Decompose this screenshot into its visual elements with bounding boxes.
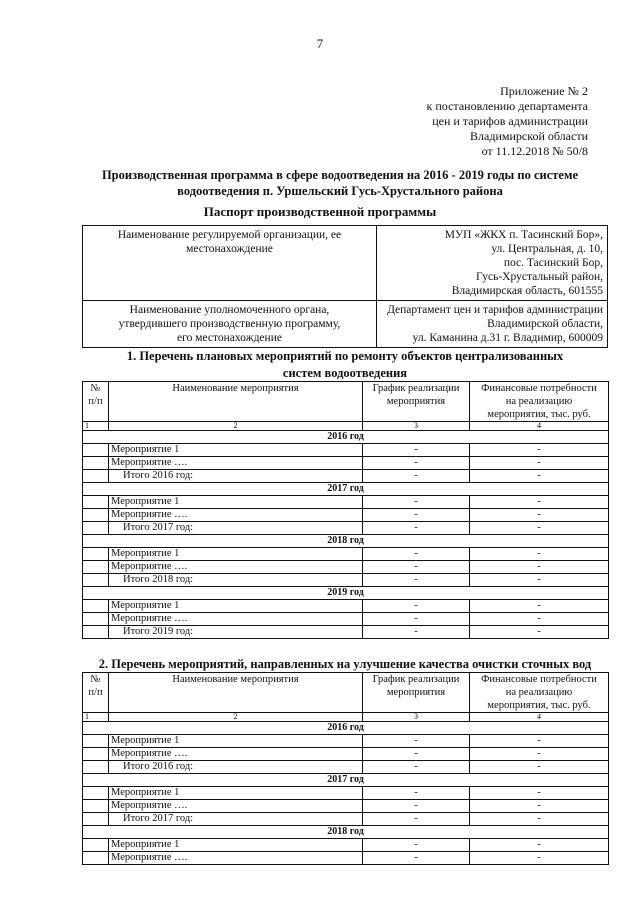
section1-title	[82, 348, 608, 382]
row-number-cell	[83, 457, 109, 470]
year-cell: 2017 год	[83, 483, 609, 496]
header-cell-schedule	[363, 673, 470, 713]
activity-name-cell: Мероприятие ….	[109, 561, 363, 574]
schedule-cell: -	[363, 626, 470, 639]
column-number-cell: 1	[83, 713, 109, 722]
financing-cell: -	[470, 839, 609, 852]
activity-name-cell: Мероприятие ….	[109, 800, 363, 813]
schedule-cell: -	[363, 600, 470, 613]
row-number-cell	[83, 761, 109, 774]
text-line: Гусь-Хрустальный район,	[476, 271, 603, 283]
activity-name-cell: Мероприятие 1	[109, 787, 363, 800]
financing-cell: -	[470, 470, 609, 483]
header-cell-name: Наименование мероприятия	[109, 673, 363, 713]
total-label-cell: Итого 2018 год:	[109, 574, 363, 587]
passport-value	[377, 226, 608, 301]
table-row	[83, 457, 609, 470]
financing-cell: -	[470, 509, 609, 522]
financing-cell: -	[470, 600, 609, 613]
text-line: его местонахождение	[177, 332, 282, 344]
text-line: Финансовые потребности	[481, 383, 597, 394]
table-row	[83, 561, 609, 574]
financing-cell: -	[470, 852, 609, 865]
text-line: местонахождение	[186, 243, 273, 255]
total-label-cell: Итого 2016 год:	[109, 761, 363, 774]
year-cell: 2018 год	[83, 826, 609, 839]
text-line: МУП «ЖКХ п. Тасинский Бор»,	[444, 229, 603, 241]
financing-cell: -	[470, 748, 609, 761]
table-row	[83, 800, 609, 813]
row-number-cell	[83, 509, 109, 522]
text-line: п/п	[88, 396, 103, 407]
text-line: п/п	[88, 687, 103, 698]
activity-name-cell: Мероприятие 1	[109, 548, 363, 561]
row-number-cell	[83, 522, 109, 535]
row-number-cell	[83, 548, 109, 561]
text-line: Финансовые потребности	[481, 674, 597, 685]
passport-row-organization	[83, 226, 608, 301]
text-line: на реализацию	[505, 396, 573, 407]
activity-name-cell: Мероприятие 1	[109, 600, 363, 613]
header-cell-number	[83, 673, 109, 713]
financing-cell: -	[470, 574, 609, 587]
row-number-cell	[83, 813, 109, 826]
year-row	[83, 483, 609, 496]
financing-cell: -	[470, 496, 609, 509]
total-row	[83, 522, 609, 535]
table-row	[83, 839, 609, 852]
text-line: мероприятия, тыс. руб.	[487, 700, 591, 711]
schedule-cell: -	[363, 574, 470, 587]
schedule-cell: -	[363, 852, 470, 865]
text-line: Владимирская область, 601555	[451, 285, 603, 297]
appendix-line: от 11.12.2018 № 50/8	[481, 144, 588, 158]
column-number-cell: 4	[470, 713, 609, 722]
text-line: ул. Каманина д.31 г. Владимир, 600009	[412, 332, 603, 344]
financing-cell: -	[470, 548, 609, 561]
year-row	[83, 535, 609, 548]
activity-name-cell: Мероприятие ….	[109, 748, 363, 761]
table-row	[83, 613, 609, 626]
activity-name-cell: Мероприятие 1	[109, 839, 363, 852]
schedule-cell: -	[363, 457, 470, 470]
schedule-cell: -	[363, 444, 470, 457]
column-number-cell: 2	[109, 422, 363, 431]
section1-table	[82, 381, 609, 639]
row-number-cell	[83, 470, 109, 483]
appendix-block	[368, 84, 588, 159]
title-line: 1. Перечень плановых мероприятий по ремонту объектов централизованных	[126, 349, 564, 363]
header-cell-schedule	[363, 382, 470, 422]
schedule-cell: -	[363, 561, 470, 574]
section2-table	[82, 672, 609, 865]
table-row	[83, 600, 609, 613]
total-row	[83, 574, 609, 587]
schedule-cell: -	[363, 522, 470, 535]
text-line: Наименование регулируемой организации, ее	[117, 229, 342, 241]
total-row	[83, 626, 609, 639]
text-line: на реализацию	[505, 687, 573, 698]
header-cell-number	[83, 382, 109, 422]
schedule-cell: -	[363, 787, 470, 800]
schedule-cell: -	[363, 813, 470, 826]
schedule-cell: -	[363, 748, 470, 761]
activity-name-cell: Мероприятие 1	[109, 735, 363, 748]
year-row	[83, 774, 609, 787]
schedule-cell: -	[363, 496, 470, 509]
schedule-cell: -	[363, 613, 470, 626]
document-title	[80, 167, 600, 199]
column-number-cell: 1	[83, 422, 109, 431]
year-cell: 2018 год	[83, 535, 609, 548]
row-number-cell	[83, 561, 109, 574]
total-label-cell: Итого 2019 год:	[109, 626, 363, 639]
text-line: Департамент цен и тарифов администрации	[387, 304, 603, 316]
row-number-cell	[83, 748, 109, 761]
financing-cell: -	[470, 457, 609, 470]
financing-cell: -	[470, 735, 609, 748]
header-cell-financing	[470, 382, 609, 422]
row-number-cell	[83, 444, 109, 457]
row-number-cell	[83, 800, 109, 813]
text-line: мероприятия	[386, 687, 446, 698]
text-line: утвердившего производственную программу,	[118, 318, 341, 330]
text-line: №	[90, 674, 101, 685]
table-row	[83, 748, 609, 761]
text-line: Владимирской области,	[487, 318, 603, 330]
column-number-cell: 3	[363, 713, 470, 722]
column-number-cell: 3	[363, 422, 470, 431]
table-row	[83, 787, 609, 800]
section2-title: 2. Перечень мероприятий, направленных на улучшение качества очистки сточных вод	[98, 657, 592, 671]
schedule-cell: -	[363, 509, 470, 522]
activity-name-cell: Мероприятие ….	[109, 457, 363, 470]
row-number-cell	[83, 600, 109, 613]
financing-cell: -	[470, 761, 609, 774]
row-number-cell	[83, 574, 109, 587]
page-number: 7	[316, 36, 324, 51]
table-row	[83, 509, 609, 522]
year-row	[83, 431, 609, 444]
financing-cell: -	[470, 613, 609, 626]
passport-table	[82, 225, 608, 348]
passport-value	[377, 301, 608, 348]
year-cell: 2016 год	[83, 722, 609, 735]
schedule-cell: -	[363, 839, 470, 852]
total-label-cell: Итого 2017 год:	[109, 522, 363, 535]
total-row	[83, 813, 609, 826]
financing-cell: -	[470, 813, 609, 826]
table-row	[83, 548, 609, 561]
title-line: систем водоотведения	[282, 366, 408, 380]
activity-name-cell: Мероприятие 1	[109, 444, 363, 457]
table-row	[83, 735, 609, 748]
table-row	[83, 852, 609, 865]
activity-name-cell: Мероприятие ….	[109, 613, 363, 626]
financing-cell: -	[470, 787, 609, 800]
financing-cell: -	[470, 444, 609, 457]
column-numbers-row	[83, 422, 609, 431]
table-row	[83, 444, 609, 457]
activity-name-cell: Мероприятие 1	[109, 496, 363, 509]
title-line: водоотведения п. Уршельский Гусь-Хрустального района	[177, 184, 503, 198]
text-line: ул. Центральная, д. 10,	[491, 243, 603, 255]
financing-cell: -	[470, 800, 609, 813]
schedule-cell: -	[363, 735, 470, 748]
text-line: №	[90, 383, 101, 394]
appendix-line: цен и тарифов администрации	[432, 114, 588, 128]
year-cell: 2019 год	[83, 587, 609, 600]
column-number-cell: 4	[470, 422, 609, 431]
row-number-cell	[83, 787, 109, 800]
row-number-cell	[83, 735, 109, 748]
table-row	[83, 496, 609, 509]
column-numbers-row	[83, 713, 609, 722]
text-line: мероприятия	[386, 396, 446, 407]
passport-label	[83, 301, 377, 348]
title-line: Производственная программа в сфере водоотведения на 2016 - 2019 годы по системе	[101, 168, 579, 182]
year-row	[83, 722, 609, 735]
table-header-row	[83, 382, 609, 422]
financing-cell: -	[470, 561, 609, 574]
table-header-row	[83, 673, 609, 713]
appendix-line: Владимирской области	[470, 129, 588, 143]
header-cell-name: Наименование мероприятия	[109, 382, 363, 422]
year-row	[83, 587, 609, 600]
schedule-cell: -	[363, 800, 470, 813]
schedule-cell: -	[363, 761, 470, 774]
header-cell-financing	[470, 673, 609, 713]
appendix-line: Приложение № 2	[500, 84, 588, 98]
row-number-cell	[83, 613, 109, 626]
column-number-cell: 2	[109, 713, 363, 722]
row-number-cell	[83, 626, 109, 639]
total-row	[83, 761, 609, 774]
financing-cell: -	[470, 626, 609, 639]
text-line: пос. Тасинский Бор,	[503, 257, 603, 269]
financing-cell: -	[470, 522, 609, 535]
text-line: Наименование уполномоченного органа,	[129, 304, 330, 316]
year-row	[83, 826, 609, 839]
total-label-cell: Итого 2016 год:	[109, 470, 363, 483]
activity-name-cell: Мероприятие ….	[109, 509, 363, 522]
total-row	[83, 470, 609, 483]
row-number-cell	[83, 852, 109, 865]
passport-row-authority	[83, 301, 608, 348]
activity-name-cell: Мероприятие ….	[109, 852, 363, 865]
schedule-cell: -	[363, 548, 470, 561]
total-label-cell: Итого 2017 год:	[109, 813, 363, 826]
row-number-cell	[83, 496, 109, 509]
text-line: График реализации	[372, 674, 460, 685]
appendix-line: к постановлению департамента	[426, 99, 588, 113]
text-line: мероприятия, тыс. руб.	[487, 409, 591, 420]
passport-label	[83, 226, 377, 301]
passport-title: Паспорт производственной программы	[203, 204, 437, 219]
row-number-cell	[83, 839, 109, 852]
year-cell: 2016 год	[83, 431, 609, 444]
schedule-cell: -	[363, 470, 470, 483]
text-line: График реализации	[372, 383, 460, 394]
year-cell: 2017 год	[83, 774, 609, 787]
